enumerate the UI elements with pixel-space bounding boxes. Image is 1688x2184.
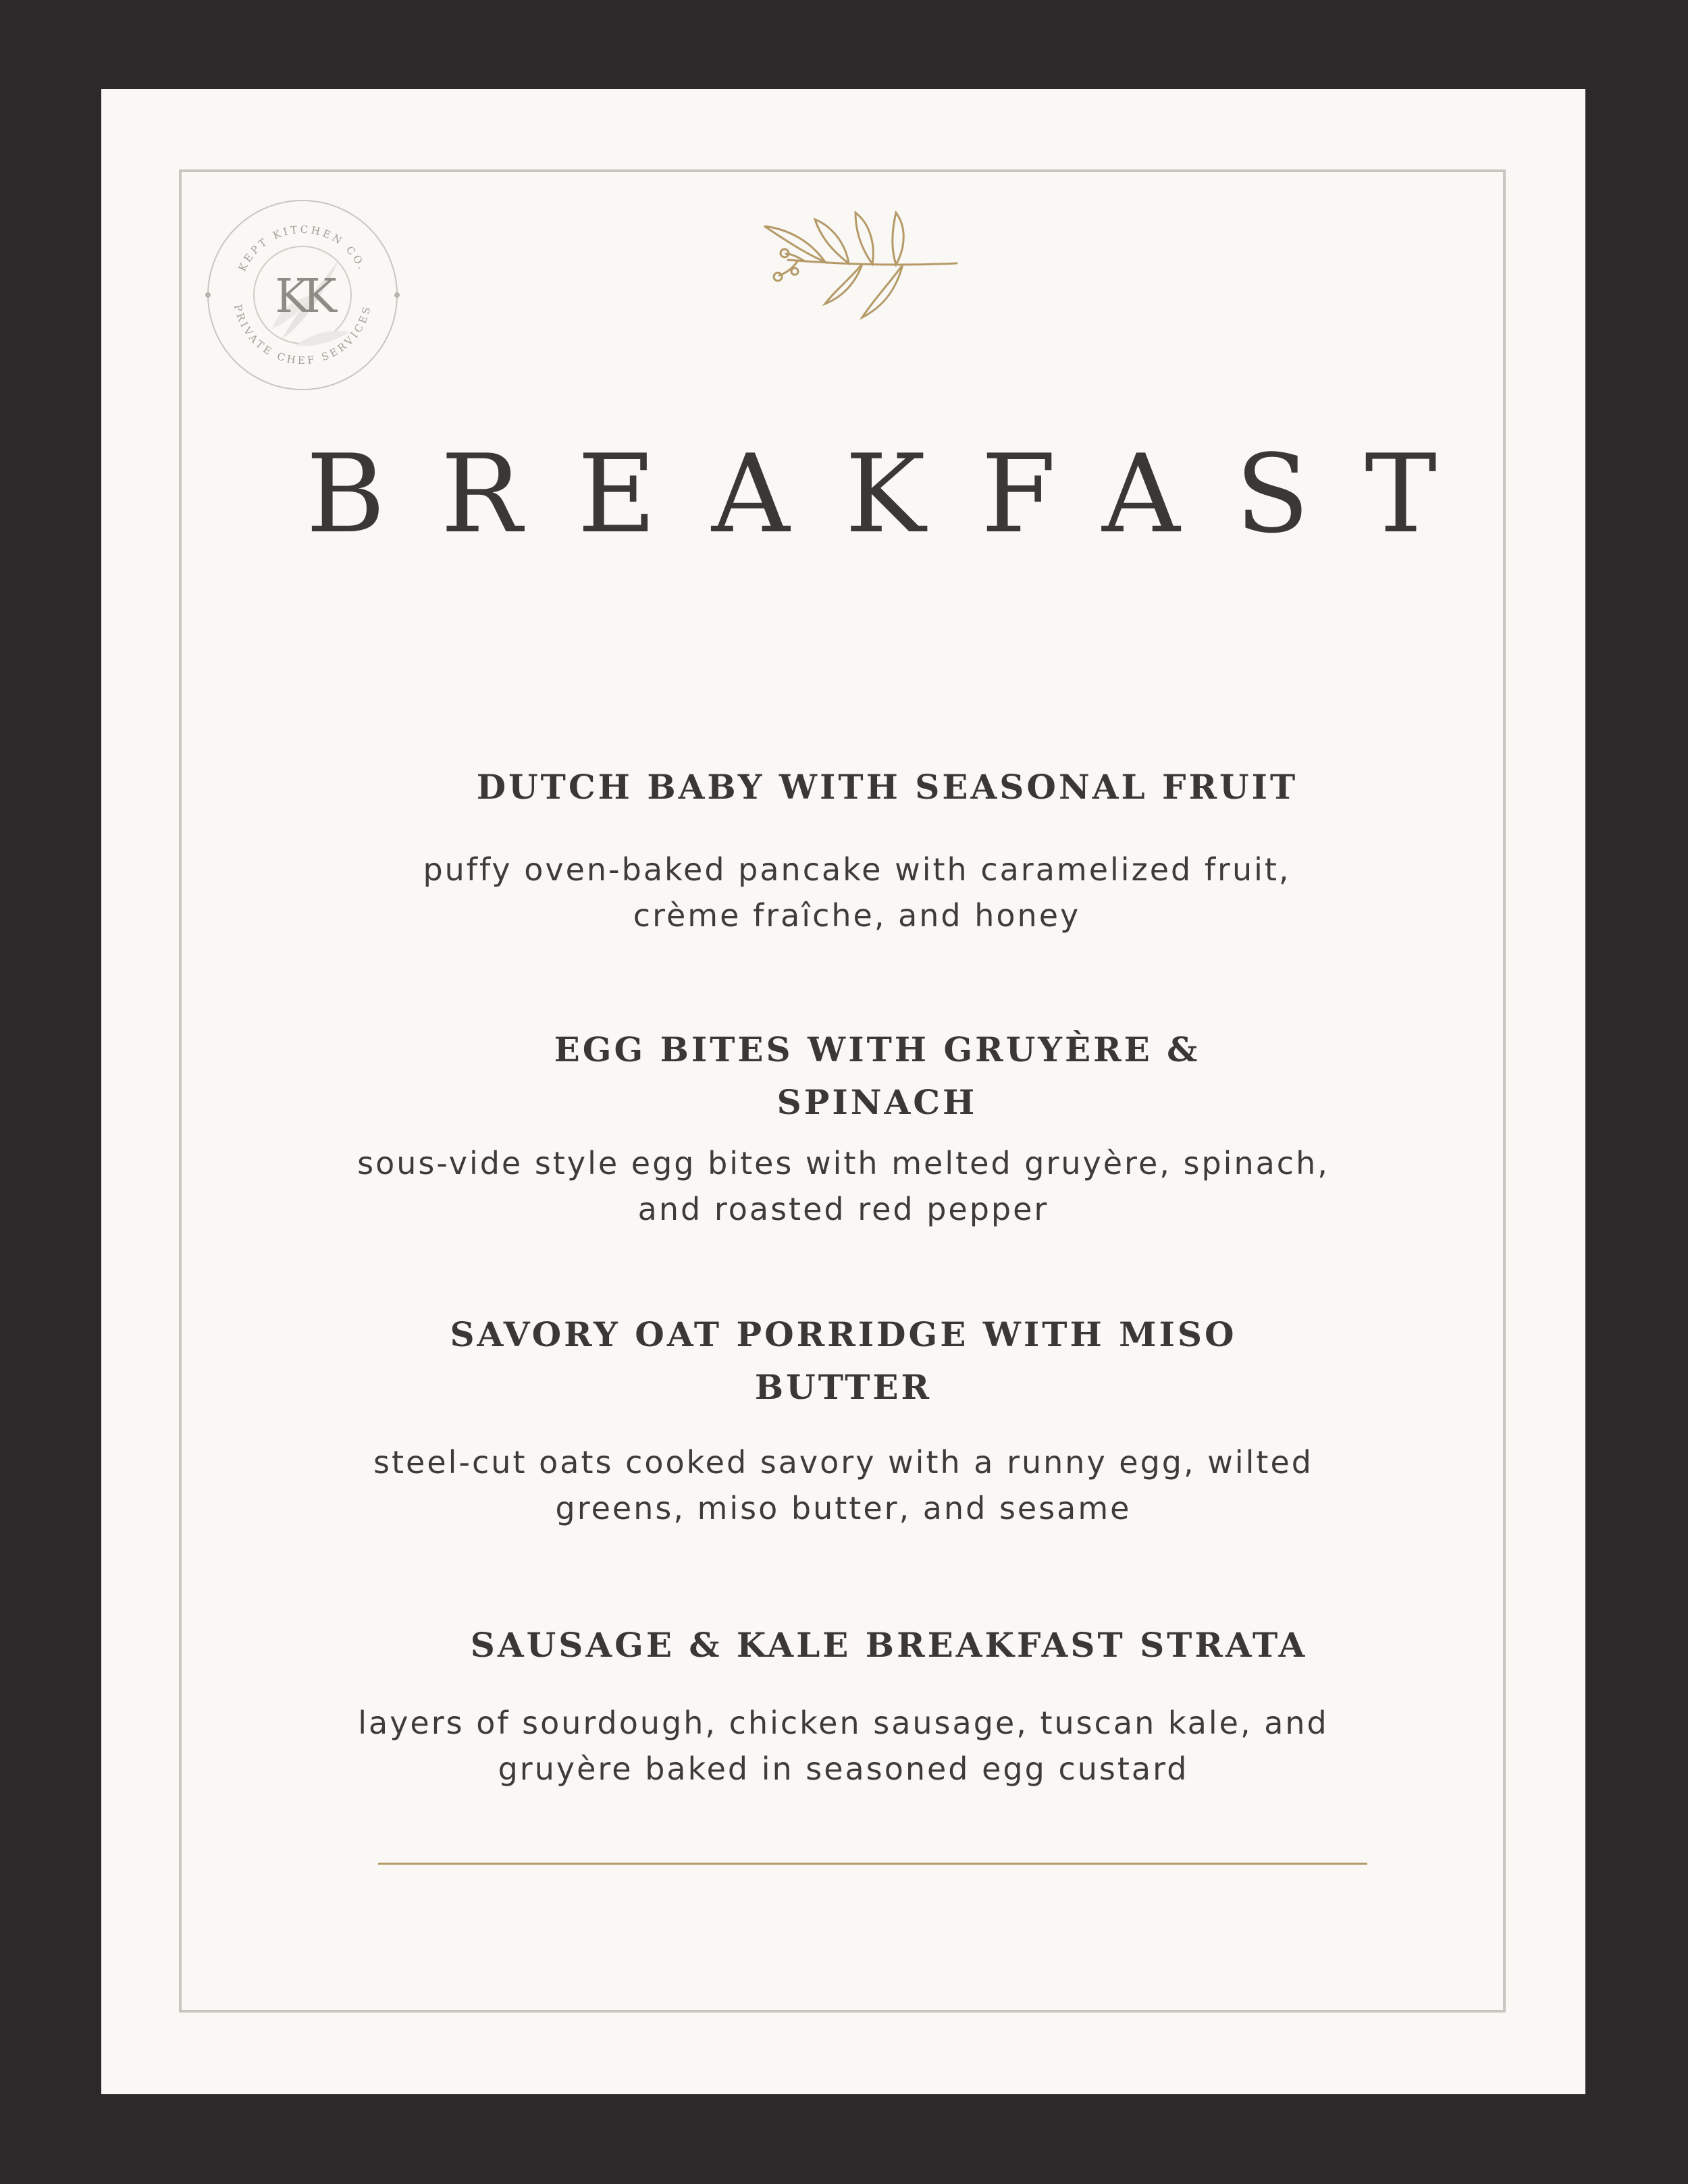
description-line: crème fraîche, and honey [633, 897, 1081, 934]
logo-ring-bottom-text: PRIVATE CHEF SERVICES [232, 303, 373, 367]
menu-item-name: DUTCH BABY WITH SEASONAL FRUIT [476, 767, 1298, 807]
name-line: EGG BITES WITH GRUYÈRE & [554, 1030, 1201, 1069]
description-line: and roasted red pepper [637, 1191, 1049, 1227]
description-line: puffy oven-baked pancake with caramelized fruit, [423, 851, 1291, 888]
menu-item-name [101, 1308, 1585, 1414]
name-line: SAVORY OAT PORRIDGE WITH MISO [450, 1314, 1237, 1354]
logo-ring-top-text: KEPT KITCHEN CO. [236, 223, 369, 273]
name-line: BUTTER [754, 1367, 932, 1407]
logo-monogram: KK [275, 270, 330, 323]
menu-item-description [101, 1700, 1585, 1792]
menu-item-description [101, 1140, 1585, 1232]
description-line: layers of sourdough, chicken sausage, tuscan kale, and [358, 1705, 1329, 1741]
description-line: steel-cut oats cooked savory with a runny egg, wilted [373, 1444, 1313, 1481]
description-line: gruyère baked in seasoned egg custard [498, 1751, 1189, 1787]
menu-item-description [101, 1439, 1585, 1531]
menu-item-description [101, 847, 1585, 938]
leaf-sprig-icon [731, 196, 960, 331]
logo-badge [201, 194, 404, 396]
description-line: greens, miso butter, and sesame [555, 1490, 1132, 1526]
menu-item-name: SAUSAGE & KALE BREAKFAST STRATA [470, 1625, 1308, 1665]
menu-card [101, 89, 1585, 2094]
name-line: SPINACH [776, 1082, 978, 1122]
description-line: sous-vide style egg bites with melted gruyère, spinach, [357, 1145, 1329, 1181]
svg-text:KEPT KITCHEN CO. [236, 223, 369, 273]
divider-line [378, 1863, 1367, 1865]
menu-item-name [101, 1023, 1585, 1129]
menu-title: BREAKFAST [306, 431, 1492, 557]
